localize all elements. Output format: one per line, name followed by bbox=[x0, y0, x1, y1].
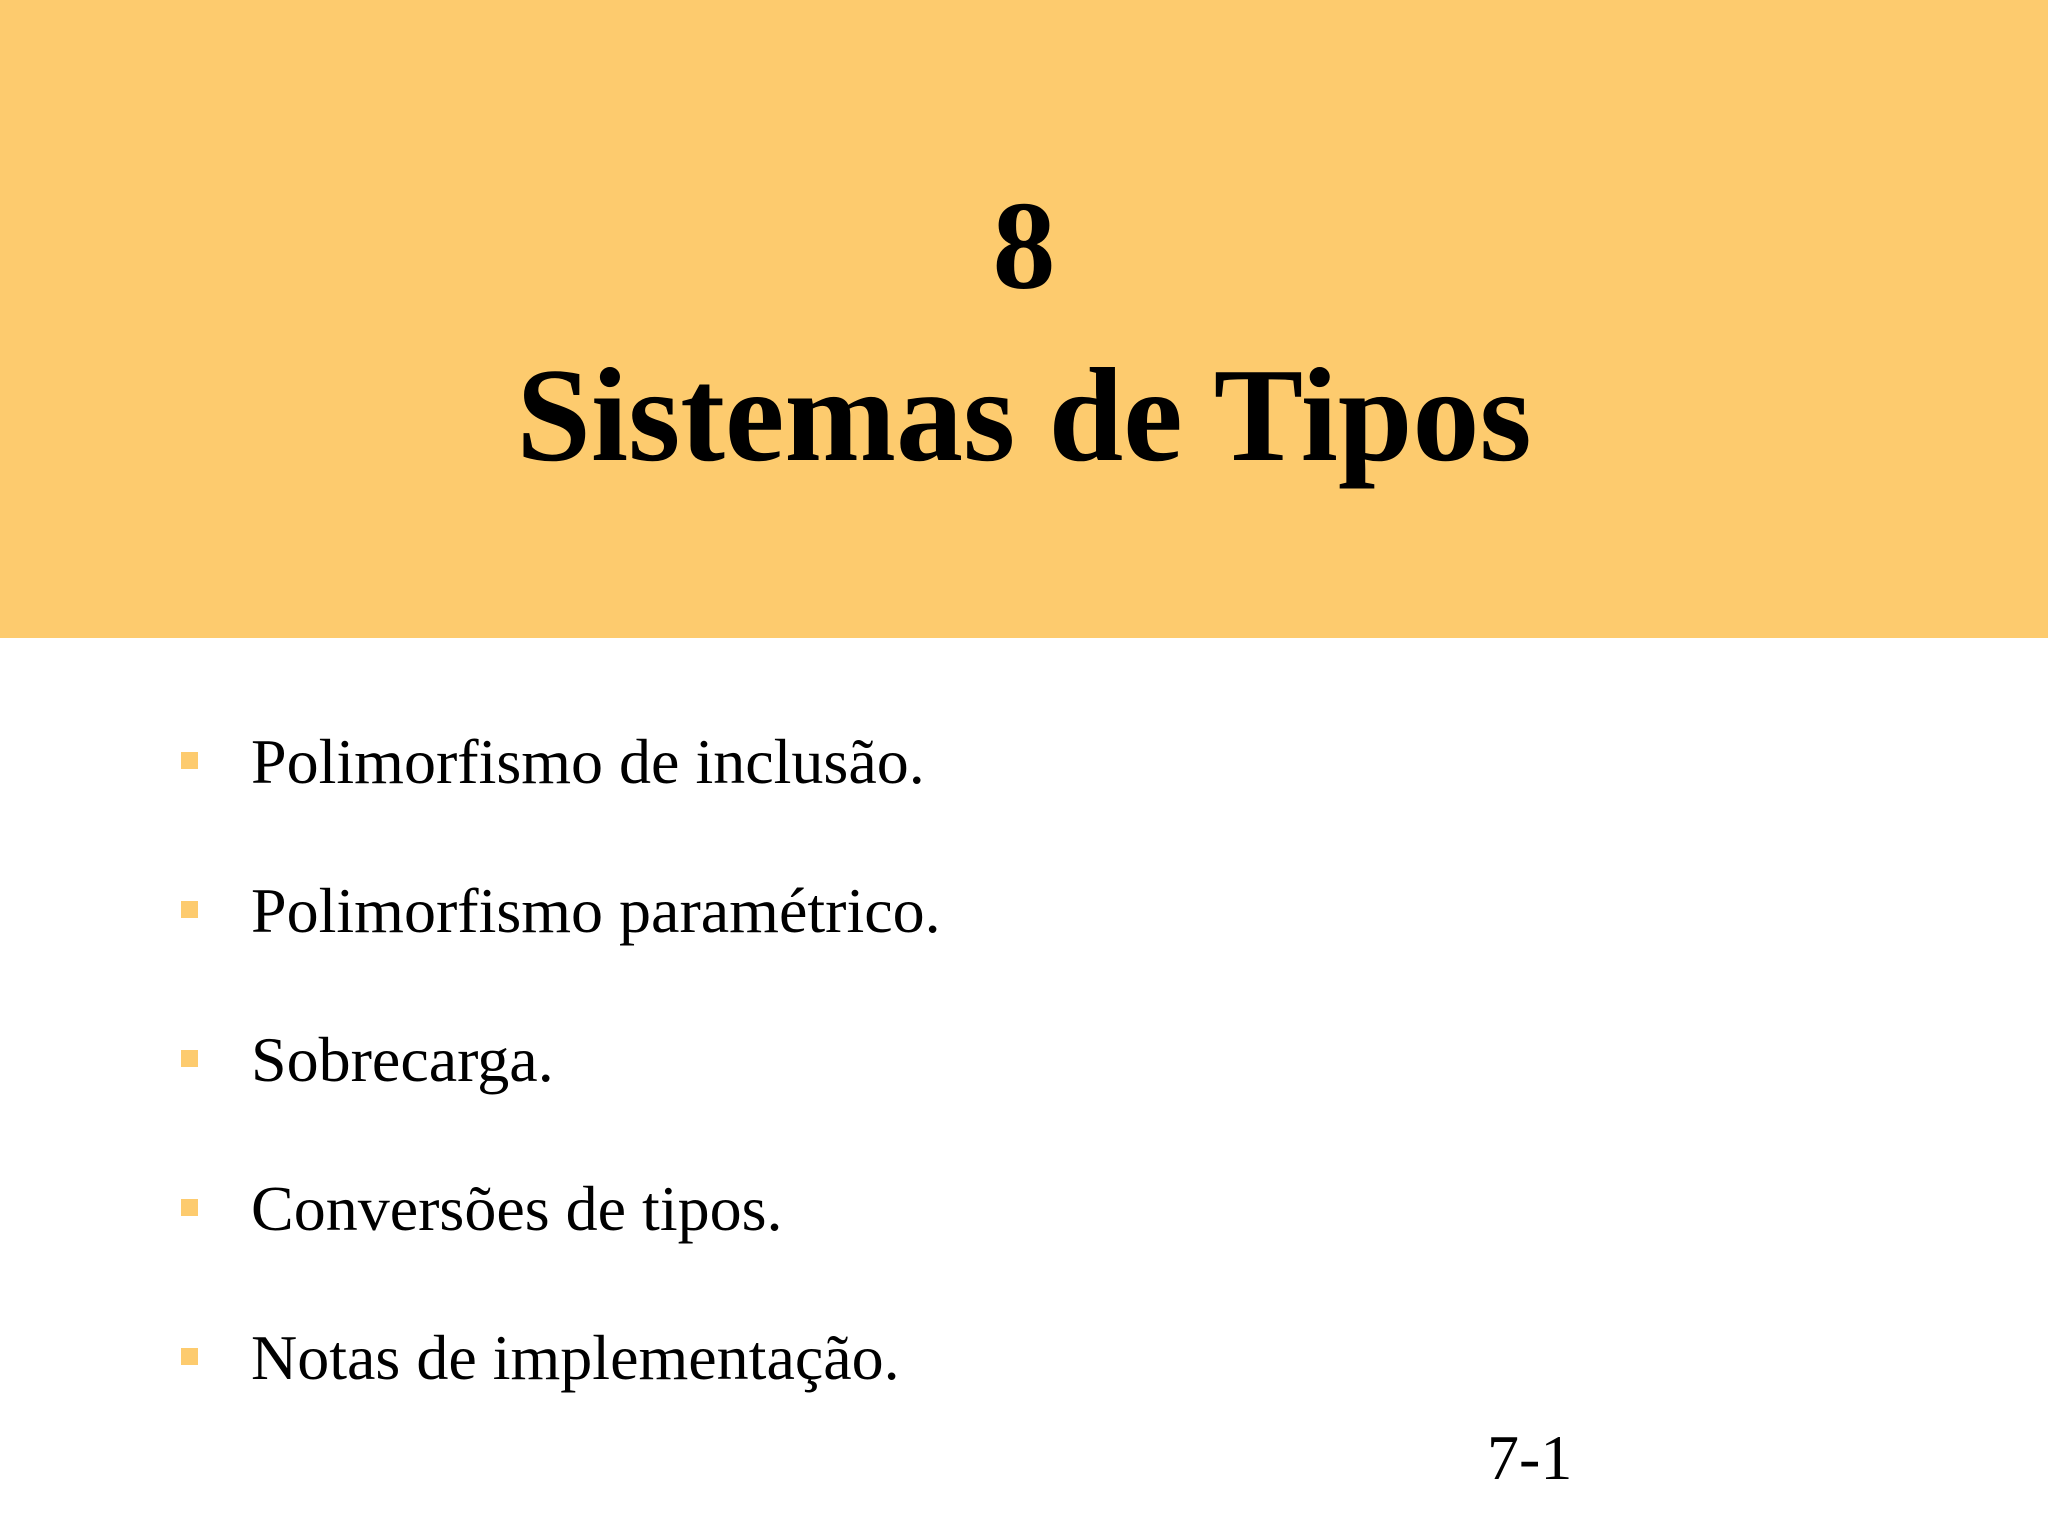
bullet-item bbox=[0, 722, 1500, 802]
page-number: 7-1 bbox=[1487, 1422, 1573, 1493]
bullet-text: Sobrecarga. bbox=[251, 1024, 554, 1095]
bullet-item bbox=[0, 871, 1500, 951]
square-bullet-icon bbox=[181, 752, 198, 769]
bullet-text: Conversões de tipos. bbox=[251, 1173, 783, 1244]
square-bullet-icon bbox=[181, 1348, 198, 1365]
bullet-item bbox=[0, 1169, 1500, 1249]
square-bullet-icon bbox=[181, 901, 198, 918]
chapter-number: 8 bbox=[992, 177, 1056, 316]
square-bullet-icon bbox=[181, 1199, 198, 1216]
bullet-text: Polimorfismo paramétrico. bbox=[251, 875, 941, 946]
bullet-text: Notas de implementação. bbox=[251, 1322, 900, 1393]
bullet-item bbox=[0, 1020, 1500, 1100]
bullet-item bbox=[0, 1318, 1500, 1398]
slide-title: Sistemas de Tipos bbox=[516, 341, 1532, 489]
bullet-text: Polimorfismo de inclusão. bbox=[251, 726, 925, 797]
square-bullet-icon bbox=[181, 1050, 198, 1067]
